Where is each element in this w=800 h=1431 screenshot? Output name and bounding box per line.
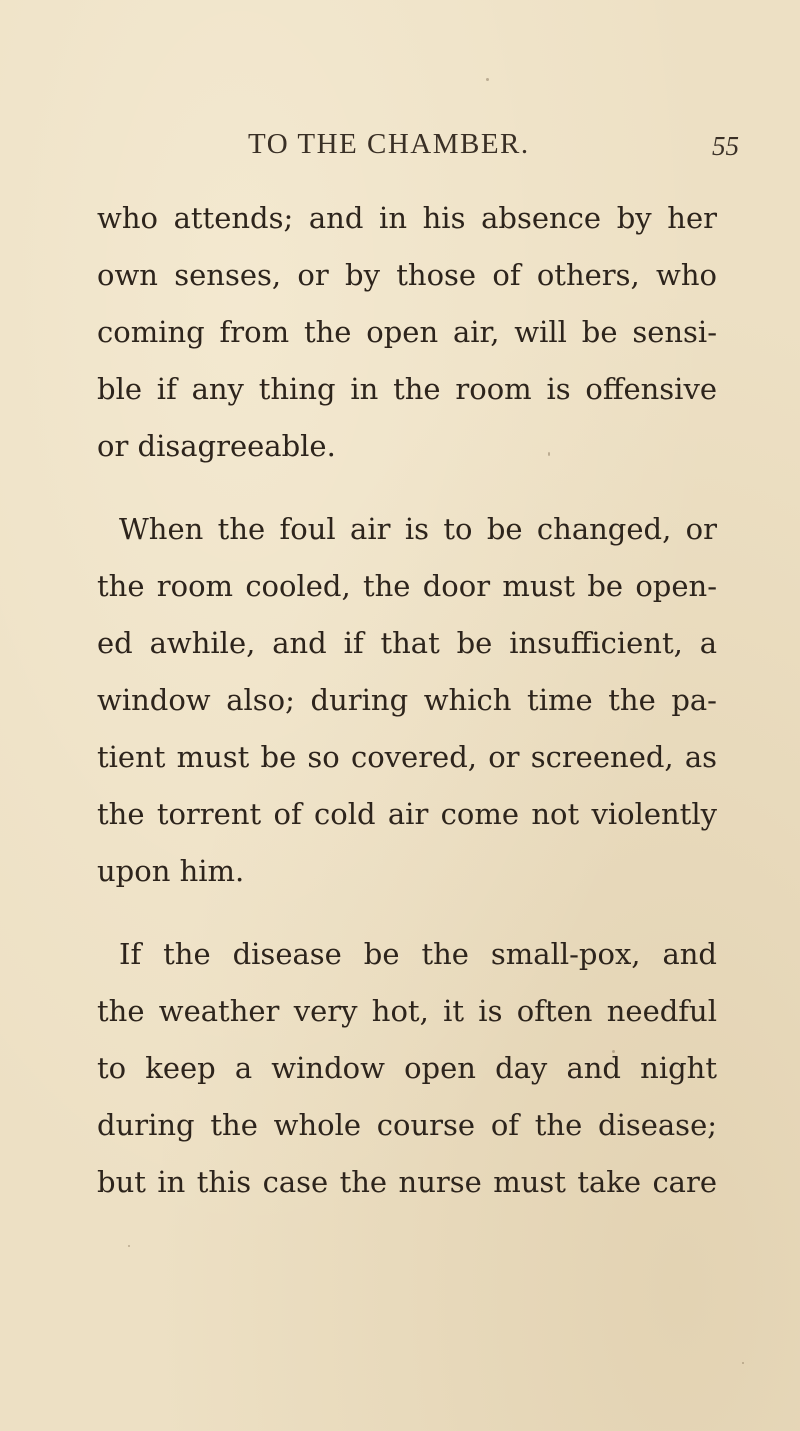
text-line: or disagreeable. <box>97 429 336 463</box>
paragraph-2 <box>97 501 717 900</box>
paragraph-3 <box>97 926 717 1211</box>
paper-speck <box>548 452 550 456</box>
text-line: window also; during which time the pa- <box>97 683 717 717</box>
text-line: tient must be so covered, or screened, as <box>97 740 717 774</box>
text-line: during the whole course of the disease; <box>97 1108 717 1142</box>
paper-speck <box>128 1245 130 1247</box>
text-line: ble if any thing in the room is offensive <box>97 372 717 406</box>
text-line: but in this case the nurse must take care <box>97 1165 717 1199</box>
running-head-title: TO THE CHAMBER. <box>248 128 530 160</box>
text-line: own senses, or by those of others, who <box>97 258 717 292</box>
text-line: to keep a window open day and night <box>97 1051 717 1085</box>
text-line: the torrent of cold air come not violently <box>97 797 717 831</box>
text-line: the weather very hot, it is often needful <box>97 994 717 1028</box>
page-number: 55 <box>712 131 739 161</box>
text-line: who attends; and in his absence by her <box>97 201 717 235</box>
text-line: If the disease be the small-pox, and <box>119 937 717 971</box>
text-line: ed awhile, and if that be insufficient, a <box>97 626 717 660</box>
paper-speck <box>486 78 489 81</box>
paper-speck <box>612 1050 615 1053</box>
paper-speck <box>742 1362 744 1364</box>
text-line: the room cooled, the door must be open- <box>97 569 717 603</box>
text-line: coming from the open air, will be sensi- <box>97 315 717 349</box>
text-line: upon him. <box>97 854 245 888</box>
paragraph-1 <box>97 190 717 475</box>
running-head <box>0 128 800 168</box>
text-line: When the foul air is to be changed, or <box>119 512 717 546</box>
